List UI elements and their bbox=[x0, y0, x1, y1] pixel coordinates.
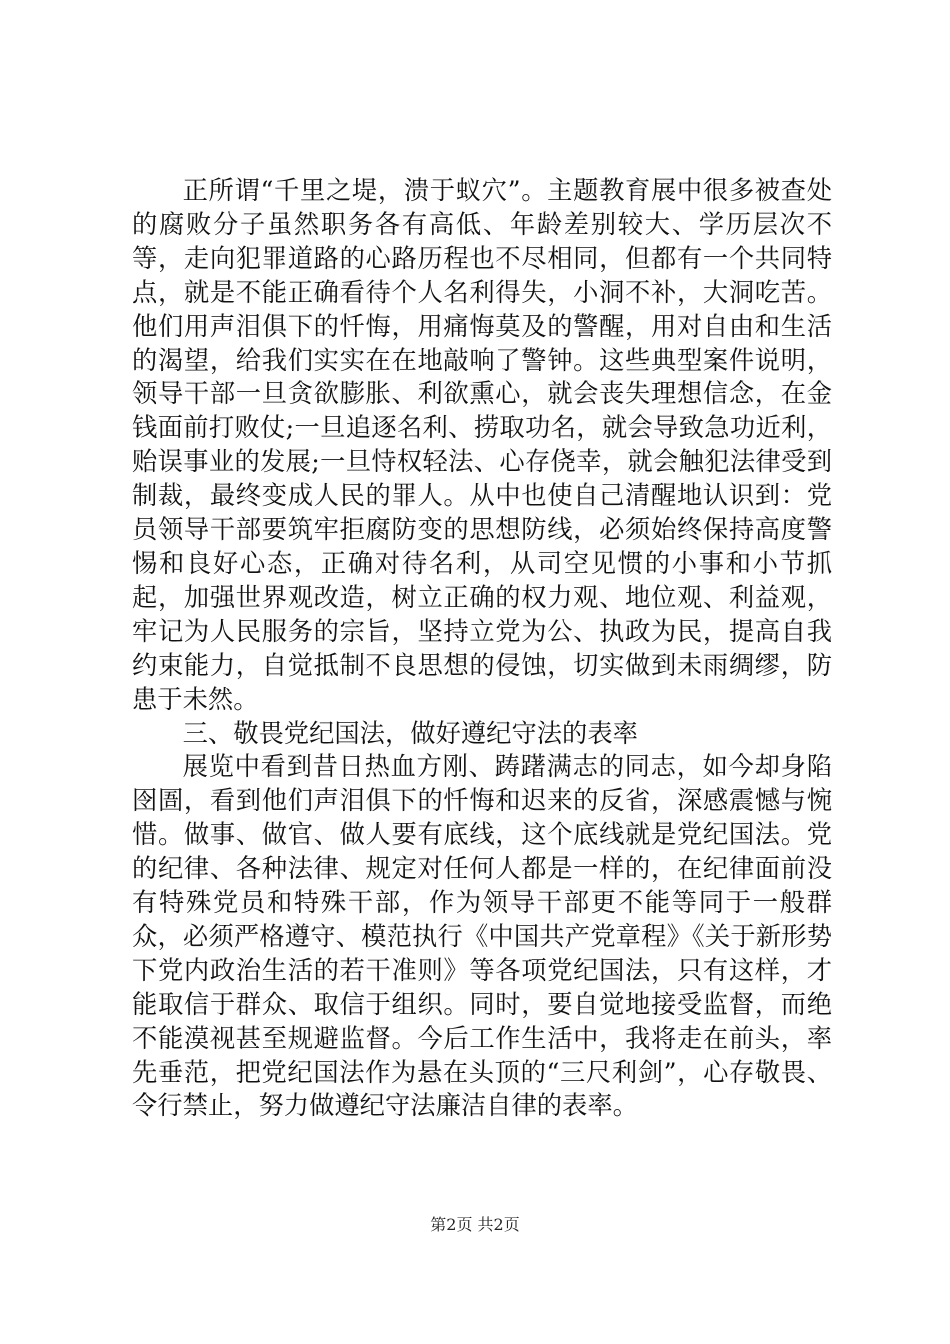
paragraph-law-and-discipline: 展览中看到昔日热血方刚、踌躇满志的同志，如今却身陷囹圄，看到他们声泪俱下的忏悔和迟来的反省，深感震憾与惋惜。做事、做官、做人要有底线，这个底线就是党纪国法。党的纪律、各种法律、规定对任何人都是一样的，在纪律面前没有特殊党员和特殊干部，作为领导干部更不能等同于一般群众，必须严格遵守、模范执行《中国共产党章程》《关于新形势下党内政治生活的若干准则》等各项党纪国法，只有这样，才能取信于群众、取信于组织。同时，要自觉地接受监督，而绝不能漠视甚至规避监督。今后工作生活中，我将走在前头，率先垂范，把党纪国法作为悬在头顶的“三尺利剑”，心存敬畏、令行禁止，努力做遵纪守法廉洁自律的表率。 bbox=[132, 752, 832, 1121]
section-heading-3: 三、敬畏党纪国法，做好遵纪守法的表率 bbox=[182, 718, 638, 748]
document-body bbox=[132, 174, 832, 1123]
page-footer: 第2页 共2页 bbox=[430, 1215, 520, 1234]
paragraph-warning-bell: 正所谓“千里之堤，溃于蚁穴”。主题教育展中很多被查处的腐败分子虽然职务各有高低、年龄差别较大、学历层次不等，走向犯罪道路的心路历程也不尽相同，但都有一个共同特点，就是不能正确看待个人名利得失，小洞不补，大洞吃苦。他们用声泪俱下的忏悔，用痛悔莫及的警醒，用对自由和生活的渴望，给我们实实在在地敲响了警钟。这些典型案件说明，领导干部一旦贪欲膨胀、利欲熏心，就会丧失理想信念，在金钱面前打败仗;一旦追逐名利、捞取功名，就会导致急功近利，贻误事业的发展;一旦恃权轻法、心存侥幸，就会触犯法律受到制裁，最终变成人民的罪人。从中也使自己清醒地认识到：党员领导干部要筑牢拒腐防变的思想防线，必须始终保持高度警惕和良好心态，正确对待名利，从司空见惯的小事和小节抓起，加强世界观改造，树立正确的权力观、地位观、利益观，牢记为人民服务的宗旨，坚持立党为公、执政为民，提高自我约束能力，自觉抵制不良思想的侵蚀，切实做到未雨绸缪，防患于未然。 bbox=[132, 176, 832, 714]
